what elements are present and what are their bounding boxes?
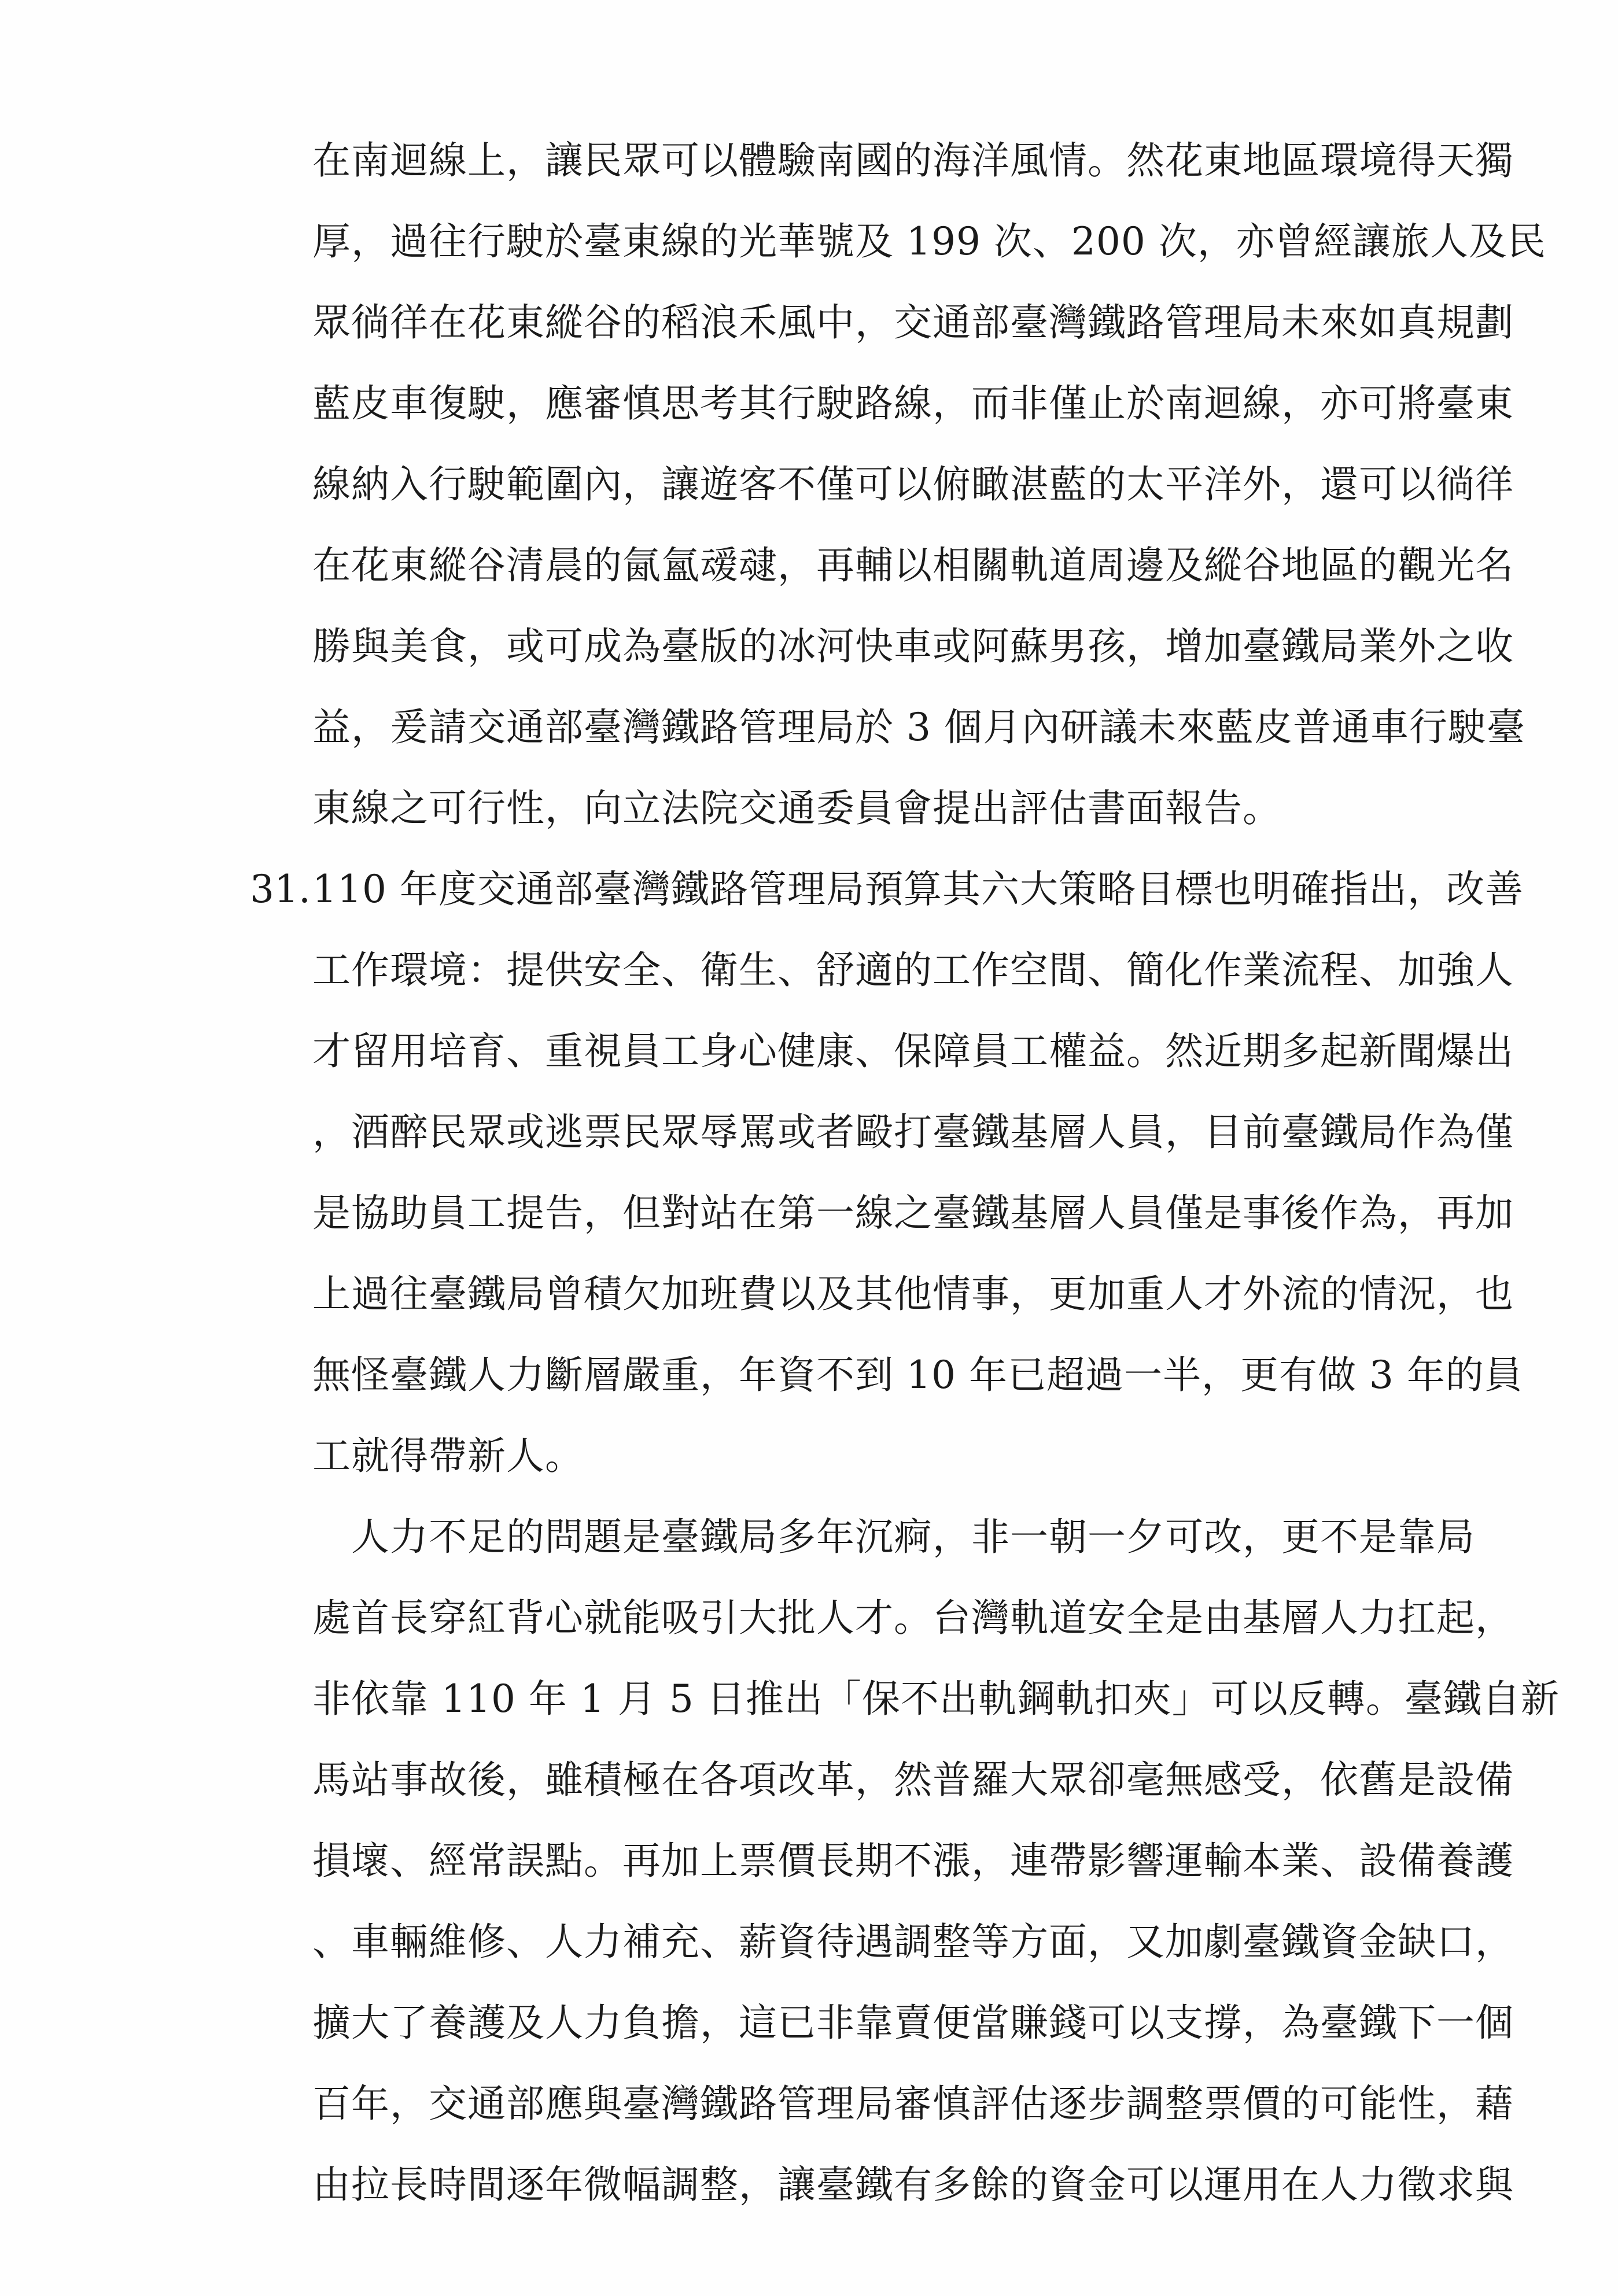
text-line: 處首長穿紅背心就能吸引大批人才。台灣軌道安全是由基層人力扛起， (312, 1596, 1514, 1640)
item-number: 31. (250, 867, 311, 911)
text-line: 才留用培育、重視員工身心健康、保障員工權益。然近期多起新聞爆出 (312, 1029, 1514, 1073)
text-line: 勝與美食，或可成為臺版的冰河快車或阿蘇男孩，增加臺鐵局業外之收 (312, 624, 1514, 669)
text-line: 馬站事故後，雖積極在各項改革，然普羅大眾卻毫無感受，依舊是設備 (312, 1758, 1514, 1802)
text-line: 擴大了養護及人力負擔，這已非靠賣便當賺錢可以支撐，為臺鐵下一個 (312, 2000, 1514, 2045)
text-line: 東線之可行性，向立法院交通委員會提出評估書面報告。 (312, 786, 1281, 830)
text-line: 厚，過往行駛於臺東線的光華號及 199 次、200 次，亦曾經讓旅人及民 (312, 219, 1546, 264)
text-line: 百年，交通部應與臺灣鐵路管理局審慎評估逐步調整票價的可能性，藉 (312, 2081, 1514, 2126)
text-line: 110 年度交通部臺灣鐵路管理局預算其六大策略目標也明確指出，改善 (312, 867, 1524, 911)
text-line: 損壞、經常誤點。再加上票價長期不漲，連帶影響運輸本業、設備養護 (312, 1839, 1514, 1883)
text-line: 線納入行駛範圍內，讓遊客不僅可以俯瞰湛藍的太平洋外，還可以徜徉 (312, 462, 1514, 507)
text-line: 工作環境：提供安全、衛生、舒適的工作空間、簡化作業流程、加強人 (312, 948, 1514, 992)
text-line: 藍皮車復駛，應審慎思考其行駛路線，而非僅止於南迴線，亦可將臺東 (312, 381, 1514, 426)
text-line: ，酒醉民眾或逃票民眾辱罵或者毆打臺鐵基層人員，目前臺鐵局作為僅 (312, 1110, 1514, 1154)
text-line: 由拉長時間逐年微幅調整，讓臺鐵有多餘的資金可以運用在人力徵求與 (312, 2162, 1514, 2207)
text-line: 在南迴線上，讓民眾可以體驗南國的海洋風情。然花東地區環境得天獨 (312, 138, 1514, 183)
text-line: 、車輛維修、人力補充、薪資待遇調整等方面，又加劇臺鐵資金缺口， (312, 1920, 1514, 1964)
text-line: 是協助員工提告，但對站在第一線之臺鐵基層人員僅是事後作為，再加 (312, 1191, 1514, 1235)
text-line: 在花東縱谷清晨的氤氳叆叇，再輔以相關軌道周邊及縱谷地區的觀光名 (312, 543, 1514, 588)
text-line: 人力不足的問題是臺鐵局多年沉痾，非一朝一夕可改，更不是靠局 (312, 1515, 1475, 1559)
text-line: 無怪臺鐵人力斷層嚴重，年資不到 10 年已超過一半，更有做 3 年的員 (312, 1353, 1523, 1397)
text-line: 上過往臺鐵局曾積欠加班費以及其他情事，更加重人才外流的情況，也 (312, 1272, 1514, 1316)
text-line: 非依靠 110 年 1 月 5 日推出「保不出軌鋼軌扣夾」可以反轉。臺鐵自新 (312, 1677, 1560, 1721)
text-line: 益，爰請交通部臺灣鐵路管理局於 3 個月內研議未來藍皮普通車行駛臺 (312, 705, 1525, 750)
text-line: 工就得帶新人。 (312, 1434, 584, 1478)
text-line: 眾徜徉在花東縱谷的稻浪禾風中，交通部臺灣鐵路管理局未來如真規劃 (312, 300, 1514, 345)
